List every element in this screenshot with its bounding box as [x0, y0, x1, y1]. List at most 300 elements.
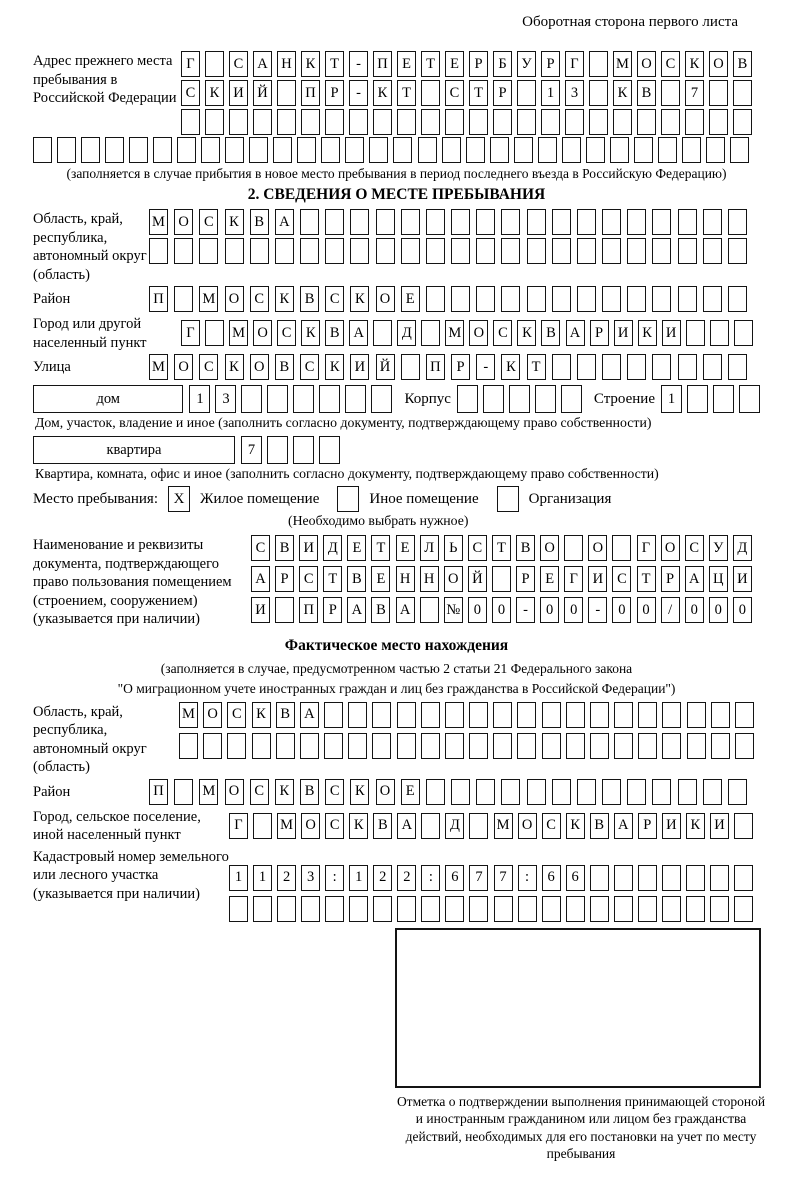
organization-label: Организация [528, 490, 612, 507]
char-box [324, 733, 343, 759]
char-box: В [347, 566, 366, 592]
char-box [703, 286, 722, 312]
char-box [509, 385, 530, 413]
char-box [614, 865, 633, 891]
char-box: С [661, 51, 680, 77]
char-box [577, 286, 596, 312]
region-field [33, 209, 760, 284]
char-box: И [614, 320, 633, 346]
char-box [345, 385, 366, 413]
char-box [662, 896, 681, 922]
char-box [685, 109, 704, 135]
char-box: Т [421, 51, 440, 77]
char-box [710, 865, 729, 891]
char-box: О [540, 535, 559, 561]
residential-checkbox: X [168, 486, 190, 512]
char-box [662, 702, 681, 728]
prev-address-note: (заполняется в случае прибытия в новое место пребывания в период последнего въезда в Российскую Федерацию) [66, 166, 727, 181]
char-box [710, 896, 729, 922]
char-box [687, 385, 708, 413]
char-box [401, 354, 420, 380]
char-box: И [299, 535, 318, 561]
char-box: О [588, 535, 607, 561]
char-box [542, 733, 561, 759]
char-box [703, 779, 722, 805]
char-box: М [149, 209, 168, 235]
char-box: С [277, 320, 296, 346]
prev-address-row-3 [181, 109, 752, 135]
char-box: Р [638, 813, 657, 839]
char-box [442, 137, 461, 163]
char-box [105, 137, 124, 163]
char-box [241, 385, 262, 413]
char-box: В [637, 80, 656, 106]
char-box [627, 286, 646, 312]
char-box [686, 896, 705, 922]
char-box [661, 109, 680, 135]
char-box [590, 733, 609, 759]
char-box: : [518, 865, 537, 891]
char-box: Е [445, 51, 464, 77]
char-box [682, 137, 701, 163]
char-box: С [325, 779, 344, 805]
char-box [590, 865, 609, 891]
char-box [638, 865, 657, 891]
char-box [276, 733, 295, 759]
stroenie-cells [661, 385, 760, 413]
char-box: К [275, 286, 294, 312]
char-box: 7 [685, 80, 704, 106]
char-box: Р [493, 80, 512, 106]
char-box [421, 733, 440, 759]
char-box: Р [275, 566, 294, 592]
char-box: И [251, 597, 270, 623]
char-box: С [325, 813, 344, 839]
residential-label: Жилое помещение [200, 490, 320, 507]
char-box: 3 [215, 385, 236, 413]
char-box: 6 [566, 865, 585, 891]
char-box [577, 354, 596, 380]
char-box [421, 896, 440, 922]
char-box: О [203, 702, 222, 728]
char-box: С [542, 813, 561, 839]
char-box [552, 286, 571, 312]
char-box [514, 137, 533, 163]
char-box [602, 354, 621, 380]
char-box [300, 238, 319, 264]
char-box [501, 286, 520, 312]
char-box [517, 733, 536, 759]
char-box: К [205, 80, 224, 106]
char-box: 1 [253, 865, 272, 891]
char-box: П [299, 597, 318, 623]
char-box [577, 209, 596, 235]
char-box: Е [396, 535, 415, 561]
char-box: К [517, 320, 536, 346]
char-box [501, 209, 520, 235]
char-box: С [612, 566, 631, 592]
char-box: Е [397, 51, 416, 77]
char-box: И [662, 320, 681, 346]
char-box [350, 238, 369, 264]
char-box [373, 109, 392, 135]
char-box [734, 865, 753, 891]
district-row [149, 286, 747, 312]
char-box [129, 137, 148, 163]
region-label: Область, край, республика, автономный округ (область) [33, 211, 147, 283]
region-row-2 [149, 238, 747, 264]
char-box: Н [277, 51, 296, 77]
char-box: Т [325, 51, 344, 77]
char-box: К [685, 51, 704, 77]
char-box [627, 238, 646, 264]
char-box: 1 [349, 865, 368, 891]
stay-type-row [33, 486, 760, 512]
char-box [627, 779, 646, 805]
char-box [501, 238, 520, 264]
char-box: А [396, 597, 415, 623]
char-box [174, 286, 193, 312]
char-box: Е [401, 286, 420, 312]
char-box [517, 702, 536, 728]
char-box: Д [445, 813, 464, 839]
char-box [552, 209, 571, 235]
char-box [469, 733, 488, 759]
char-box [517, 80, 536, 106]
char-box: А [614, 813, 633, 839]
char-box: С [299, 566, 318, 592]
char-box: К [275, 779, 294, 805]
char-box [421, 80, 440, 106]
char-box [538, 137, 557, 163]
document-row-3 [251, 597, 752, 623]
char-box: О [225, 286, 244, 312]
char-box: А [685, 566, 704, 592]
char-box: Р [661, 566, 680, 592]
char-box [401, 238, 420, 264]
char-box [735, 733, 754, 759]
char-box: Г [181, 51, 200, 77]
document-row-1 [251, 535, 752, 561]
actual-city-row [229, 813, 753, 839]
char-box: О [376, 779, 395, 805]
char-box: Т [323, 566, 342, 592]
char-box [711, 733, 730, 759]
char-box: В [300, 286, 319, 312]
cadastre-label: Кадастровый номер земельного или лесного участка (указывается при наличии) [33, 848, 229, 902]
char-box: М [149, 354, 168, 380]
char-box [552, 779, 571, 805]
char-box: М [445, 320, 464, 346]
char-box: А [397, 813, 416, 839]
char-box: О [444, 566, 463, 592]
char-box [728, 286, 747, 312]
char-box [457, 385, 478, 413]
char-box [652, 354, 671, 380]
char-box [253, 813, 272, 839]
char-box [229, 109, 248, 135]
char-box [451, 286, 470, 312]
char-box: В [371, 597, 390, 623]
char-box: В [275, 535, 294, 561]
char-box [627, 209, 646, 235]
char-box [275, 597, 294, 623]
char-box: 6 [445, 865, 464, 891]
char-box: Т [492, 535, 511, 561]
char-box: С [199, 209, 218, 235]
char-box: М [179, 702, 198, 728]
char-box: С [325, 286, 344, 312]
city-label: Город или другой населенный пункт [33, 316, 147, 351]
char-box: С [685, 535, 704, 561]
city-field [33, 314, 760, 352]
char-box: Г [181, 320, 200, 346]
char-box [728, 209, 747, 235]
char-box: Т [637, 566, 656, 592]
char-box [469, 702, 488, 728]
char-box: В [325, 320, 344, 346]
char-box: В [300, 779, 319, 805]
char-box: - [349, 80, 368, 106]
char-box [638, 733, 657, 759]
char-box: О [661, 535, 680, 561]
char-box [252, 733, 271, 759]
char-box [301, 896, 320, 922]
char-box: Т [527, 354, 546, 380]
organization-checkbox [497, 486, 519, 512]
char-box [638, 702, 657, 728]
char-box: Д [323, 535, 342, 561]
char-box [589, 80, 608, 106]
char-box [490, 137, 509, 163]
char-box [703, 209, 722, 235]
char-box [225, 137, 244, 163]
char-box [426, 209, 445, 235]
char-box [638, 896, 657, 922]
char-box [577, 779, 596, 805]
char-box [469, 896, 488, 922]
char-box: П [426, 354, 445, 380]
actual-location-note-1: (заполняется в случае, предусмотренном частью 2 статьи 21 Федерального закона [160, 660, 633, 676]
house-number-cells [189, 385, 392, 413]
char-box: 0 [733, 597, 752, 623]
char-box [149, 238, 168, 264]
district-field [33, 286, 760, 312]
char-box [205, 51, 224, 77]
char-box [397, 896, 416, 922]
actual-district-field [33, 779, 760, 805]
char-box: Й [468, 566, 487, 592]
char-box: Е [371, 566, 390, 592]
apartment-type-label: квартира [106, 441, 162, 458]
char-box [445, 109, 464, 135]
char-box [369, 137, 388, 163]
char-box: 7 [241, 436, 262, 464]
section2-title: 2. СВЕДЕНИЯ О МЕСТЕ ПРЕБЫВАНИЯ [247, 186, 546, 203]
char-box [476, 209, 495, 235]
char-box [566, 896, 585, 922]
char-box [229, 896, 248, 922]
char-box [734, 320, 753, 346]
char-box: Й [376, 354, 395, 380]
char-box [703, 238, 722, 264]
char-box [420, 597, 439, 623]
actual-city-label: Город, сельское поселение, иной населенный пункт [33, 808, 201, 843]
cadastre-row-2 [229, 896, 753, 922]
char-box: Г [565, 51, 584, 77]
char-box [678, 286, 697, 312]
char-box [658, 137, 677, 163]
char-box: У [709, 535, 728, 561]
confirmation-stamp-box [395, 928, 761, 1088]
char-box: В [276, 702, 295, 728]
char-box [325, 238, 344, 264]
char-box [225, 238, 244, 264]
char-box [293, 385, 314, 413]
char-box: Р [325, 80, 344, 106]
char-box: О [253, 320, 272, 346]
char-box [476, 286, 495, 312]
char-box [517, 109, 536, 135]
char-box: И [229, 80, 248, 106]
char-box: И [710, 813, 729, 839]
apartment-note: Квартира, комната, офис и иное (заполнить согласно документу, подтверждающему право собственности) [35, 466, 659, 481]
char-box [153, 137, 172, 163]
char-box [421, 320, 440, 346]
char-box [602, 779, 621, 805]
stamp-area [395, 928, 767, 1163]
char-box [345, 137, 364, 163]
prev-address-rows [181, 51, 752, 135]
char-box: 1 [189, 385, 210, 413]
char-box: 1 [229, 865, 248, 891]
char-box [372, 702, 391, 728]
char-box: М [199, 286, 218, 312]
other-premises-label: Иное помещение [369, 490, 479, 507]
prev-address-row-2 [181, 80, 752, 106]
char-box: - [516, 597, 535, 623]
char-box [734, 813, 753, 839]
char-box [203, 733, 222, 759]
char-box [686, 320, 705, 346]
stamp-caption: Отметка о подтверждении выполнения принимающей стороной и иностранным гражданином или лицом без гражданства действий, необходимых для его постановки на учет по месту пребывания [396, 1093, 766, 1161]
char-box: - [349, 51, 368, 77]
char-box: О [250, 354, 269, 380]
char-box [678, 779, 697, 805]
char-box [728, 238, 747, 264]
char-box [421, 109, 440, 135]
prev-address-label: Адрес прежнего места пребывания в Российской Федерации [33, 53, 177, 106]
char-box [535, 385, 556, 413]
char-box: С [181, 80, 200, 106]
char-box: А [275, 209, 294, 235]
char-box [277, 896, 296, 922]
char-box [476, 779, 495, 805]
apartment-row [33, 436, 760, 464]
char-box [527, 238, 546, 264]
char-box [451, 779, 470, 805]
char-box [275, 238, 294, 264]
char-box: Г [229, 813, 248, 839]
char-box: С [227, 702, 246, 728]
char-box [590, 896, 609, 922]
char-box: П [301, 80, 320, 106]
char-box [476, 238, 495, 264]
char-box [321, 137, 340, 163]
char-box [552, 354, 571, 380]
char-box: А [347, 597, 366, 623]
char-box [634, 137, 653, 163]
char-box [205, 109, 224, 135]
char-box: : [325, 865, 344, 891]
char-box: С [445, 80, 464, 106]
char-box: А [566, 320, 585, 346]
char-box: Е [401, 779, 420, 805]
char-box [325, 209, 344, 235]
char-box: Д [397, 320, 416, 346]
char-box [614, 733, 633, 759]
char-box [527, 209, 546, 235]
char-box [686, 865, 705, 891]
char-box [728, 354, 747, 380]
char-box: Л [420, 535, 439, 561]
street-label: Улица [33, 359, 71, 376]
char-box: В [590, 813, 609, 839]
char-box: 2 [373, 865, 392, 891]
char-box: Д [733, 535, 752, 561]
char-box: А [300, 702, 319, 728]
cadastre-field [33, 847, 760, 922]
char-box [81, 137, 100, 163]
char-box [300, 733, 319, 759]
char-box [227, 733, 246, 759]
actual-city-field [33, 807, 760, 845]
char-box: 0 [468, 597, 487, 623]
apartment-type-box [33, 436, 235, 464]
char-box [493, 702, 512, 728]
char-box: К [373, 80, 392, 106]
city-row [181, 320, 753, 346]
char-box [728, 779, 747, 805]
char-box: 7 [494, 865, 513, 891]
char-box: С [251, 535, 270, 561]
char-box [205, 320, 224, 346]
char-box [661, 80, 680, 106]
char-box: 7 [469, 865, 488, 891]
stay-type-label: Место пребывания: [33, 490, 158, 507]
char-box [273, 137, 292, 163]
char-box [709, 80, 728, 106]
char-box: К [301, 51, 320, 77]
cadastre-row-1 [229, 865, 753, 891]
char-box: М [277, 813, 296, 839]
char-box [652, 209, 671, 235]
actual-region-row-1 [179, 702, 754, 728]
char-box [566, 702, 585, 728]
char-box [426, 286, 445, 312]
char-box: О [174, 354, 193, 380]
char-box [301, 109, 320, 135]
char-box: Р [469, 51, 488, 77]
char-box: К [350, 779, 369, 805]
char-box [325, 109, 344, 135]
char-box [466, 137, 485, 163]
char-box: И [662, 813, 681, 839]
char-box [418, 137, 437, 163]
char-box: Е [540, 566, 559, 592]
char-box [319, 436, 340, 464]
char-box: К [613, 80, 632, 106]
